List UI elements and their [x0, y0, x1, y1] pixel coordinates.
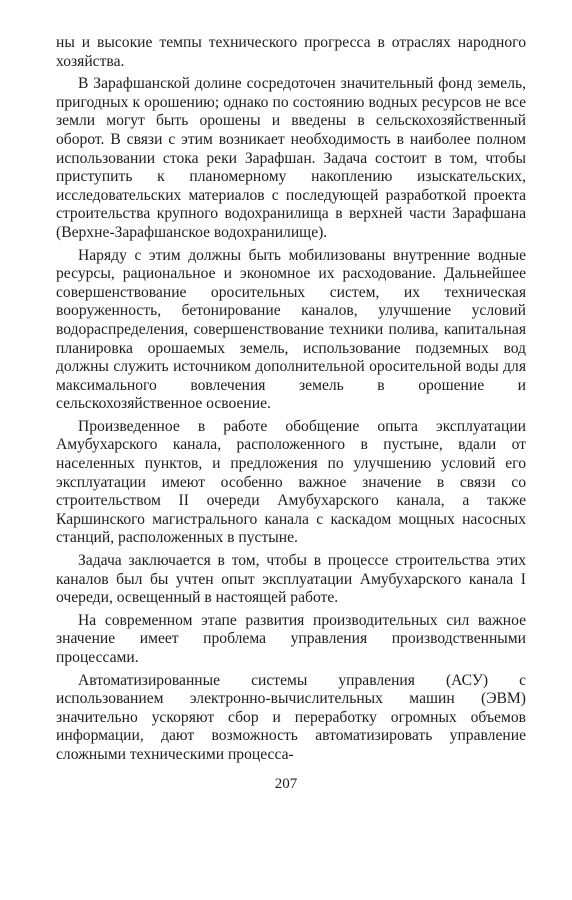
paragraph-6: На современном этапе развития производительных сил важное значение имеет проблема управления производственными процессами.: [56, 611, 526, 666]
paragraph-5: Задача заключается в том, чтобы в процессе строительства этих каналов был бы учтен опыт эксплуатации Амубухарского канала I очереди, освещенный в настоящей работе.: [56, 552, 526, 607]
paragraph-2: В Зарафшанской долине сосредоточен значительный фонд земель, пригодных к орошению; однако по состоянию водных ресурсов не все земли могут быть орошены и введены в сельскохозяйственный оборот. В связи с этим возникает необходимость в наиболее полном использовании стока реки Зарафшан. Задача состоит в том, чтобы приступить к планомерному накоплению изыскательских, исследовательских материалов с последующей разработкой проекта строительства крупного водохранилища в верхней части Зарафшана (Верхне-Зарафшанское водохранилище).: [56, 75, 526, 241]
paragraph-1: ны и высокие темпы технического прогресса в отраслях народного хозяйства.: [56, 34, 526, 70]
paragraph-4: Произведенное в работе обобщение опыта эксплуатации Амубухарского канала, расположенного в пустыне, вдали от населенных пунктов, и предложения по улучшению условий его эксплуатации имеют особенно важное значение в связи со строительством II очереди Амубухарского канала, а также Каршинского магистрального канала с каскадом мощных насосных станций, расположенных в пустыне.: [56, 417, 526, 547]
paragraph-7: Автоматизированные системы управления (АСУ) с использованием электронно-вычислительных машин (ЭВМ) значительно ускоряют сбор и переработку огромных объемов информации, дают возможность автоматизировать управление сложными техническими процесса-: [56, 671, 526, 763]
document-page: [56, 34, 526, 769]
paragraph-3: Наряду с этим должны быть мобилизованы внутренние водные ресурсы, рациональное и экономное их расходование. Дальнейшее совершенствование оросительных систем, их техническая вооруженность, бетонирование каналов, улучшение условий водораспределения, совершенствование техники полива, капитальная планировка орошаемых земель, использование подземных вод должны служить источником дополнительной оросительной воды для максимального вовлечения земель в орошение и сельскохозяйственное освоение.: [56, 246, 526, 413]
page-number: 207: [274, 776, 298, 792]
